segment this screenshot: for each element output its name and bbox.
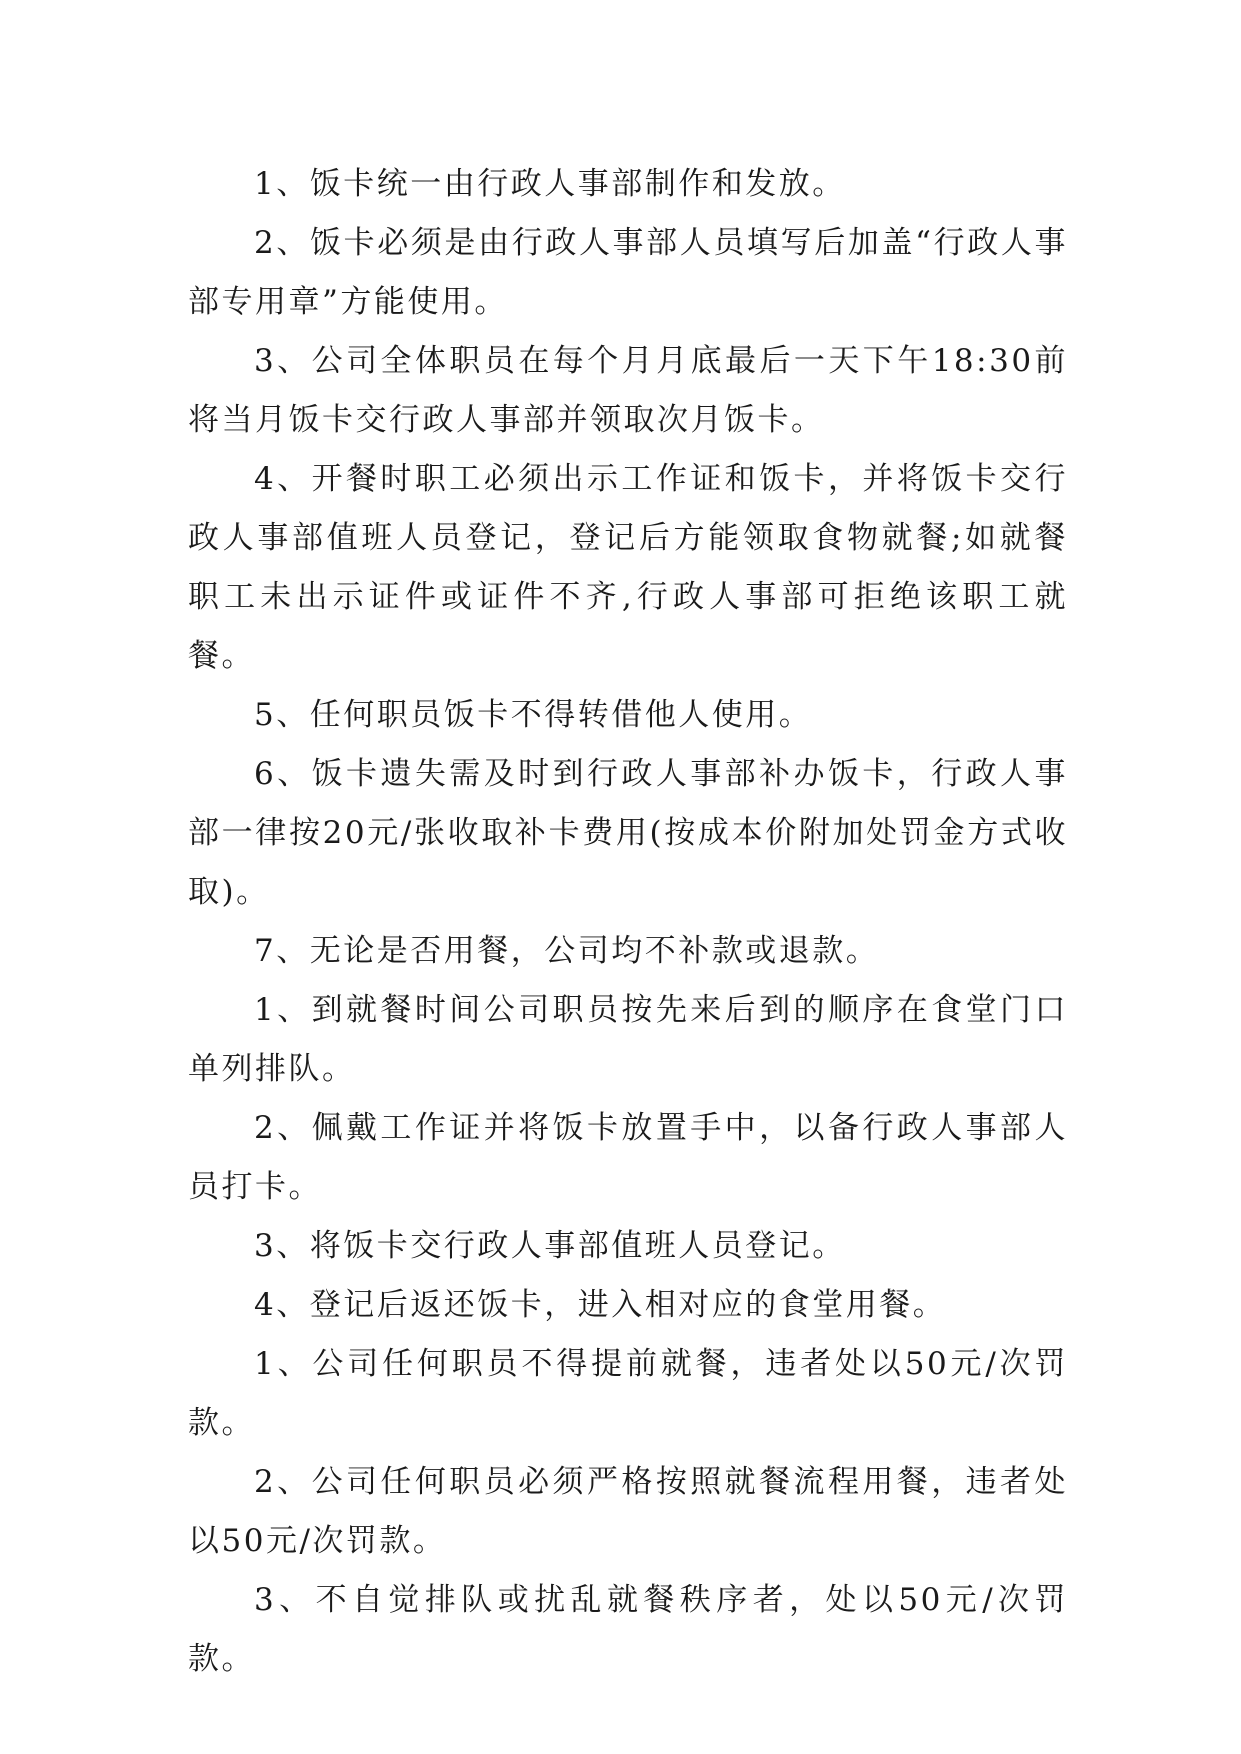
- paragraph-3: 3、公司全体职员在每个月月底最后一天下午18:30前将当月饭卡交行政人事部并领取次月饭卡。: [188, 343, 1068, 438]
- paragraph-2: 2、饭卡必须是由行政人事部人员填写后加盖“行政人事部专用章”方能使用。: [188, 225, 1068, 320]
- paragraph-4: 4、开餐时职工必须出示工作证和饭卡，并将饭卡交行政人事部值班人员登记，登记后方能领取食物就餐;如就餐职工未出示证件或证件不齐,行政人事部可拒绝该职工就餐。: [188, 461, 1068, 674]
- paragraph-6: 6、饭卡遗失需及时到行政人事部补办饭卡，行政人事部一律按20元/张收取补卡费用(按成本价附加处罚金方式收取)。: [188, 756, 1068, 910]
- paragraph-14: 3、不自觉排队或扰乱就餐秩序者，处以50元/次罚款。: [188, 1582, 1068, 1677]
- paragraph-7: 7、无论是否用餐，公司均不补款或退款。: [254, 933, 880, 969]
- paragraph-11: 4、登记后返还饭卡，进入相对应的食堂用餐。: [254, 1287, 947, 1323]
- paragraph-12: 1、公司任何职员不得提前就餐，违者处以50元/次罚款。: [188, 1346, 1068, 1441]
- paragraph-13: 2、公司任何职员必须严格按照就餐流程用餐，违者处以50元/次罚款。: [188, 1464, 1068, 1559]
- paragraph-10: 3、将饭卡交行政人事部值班人员登记。: [254, 1228, 846, 1264]
- paragraph-5: 5、任何职员饭卡不得转借他人使用。: [254, 697, 813, 733]
- paragraph-8: 1、到就餐时间公司职员按先来后到的顺序在食堂门口单列排队。: [188, 992, 1068, 1087]
- document-body: [188, 155, 1068, 1689]
- paragraph-1: 1、饭卡统一由行政人事部制作和发放。: [254, 166, 846, 202]
- paragraph-9: 2、佩戴工作证并将饭卡放置手中，以备行政人事部人员打卡。: [188, 1110, 1068, 1205]
